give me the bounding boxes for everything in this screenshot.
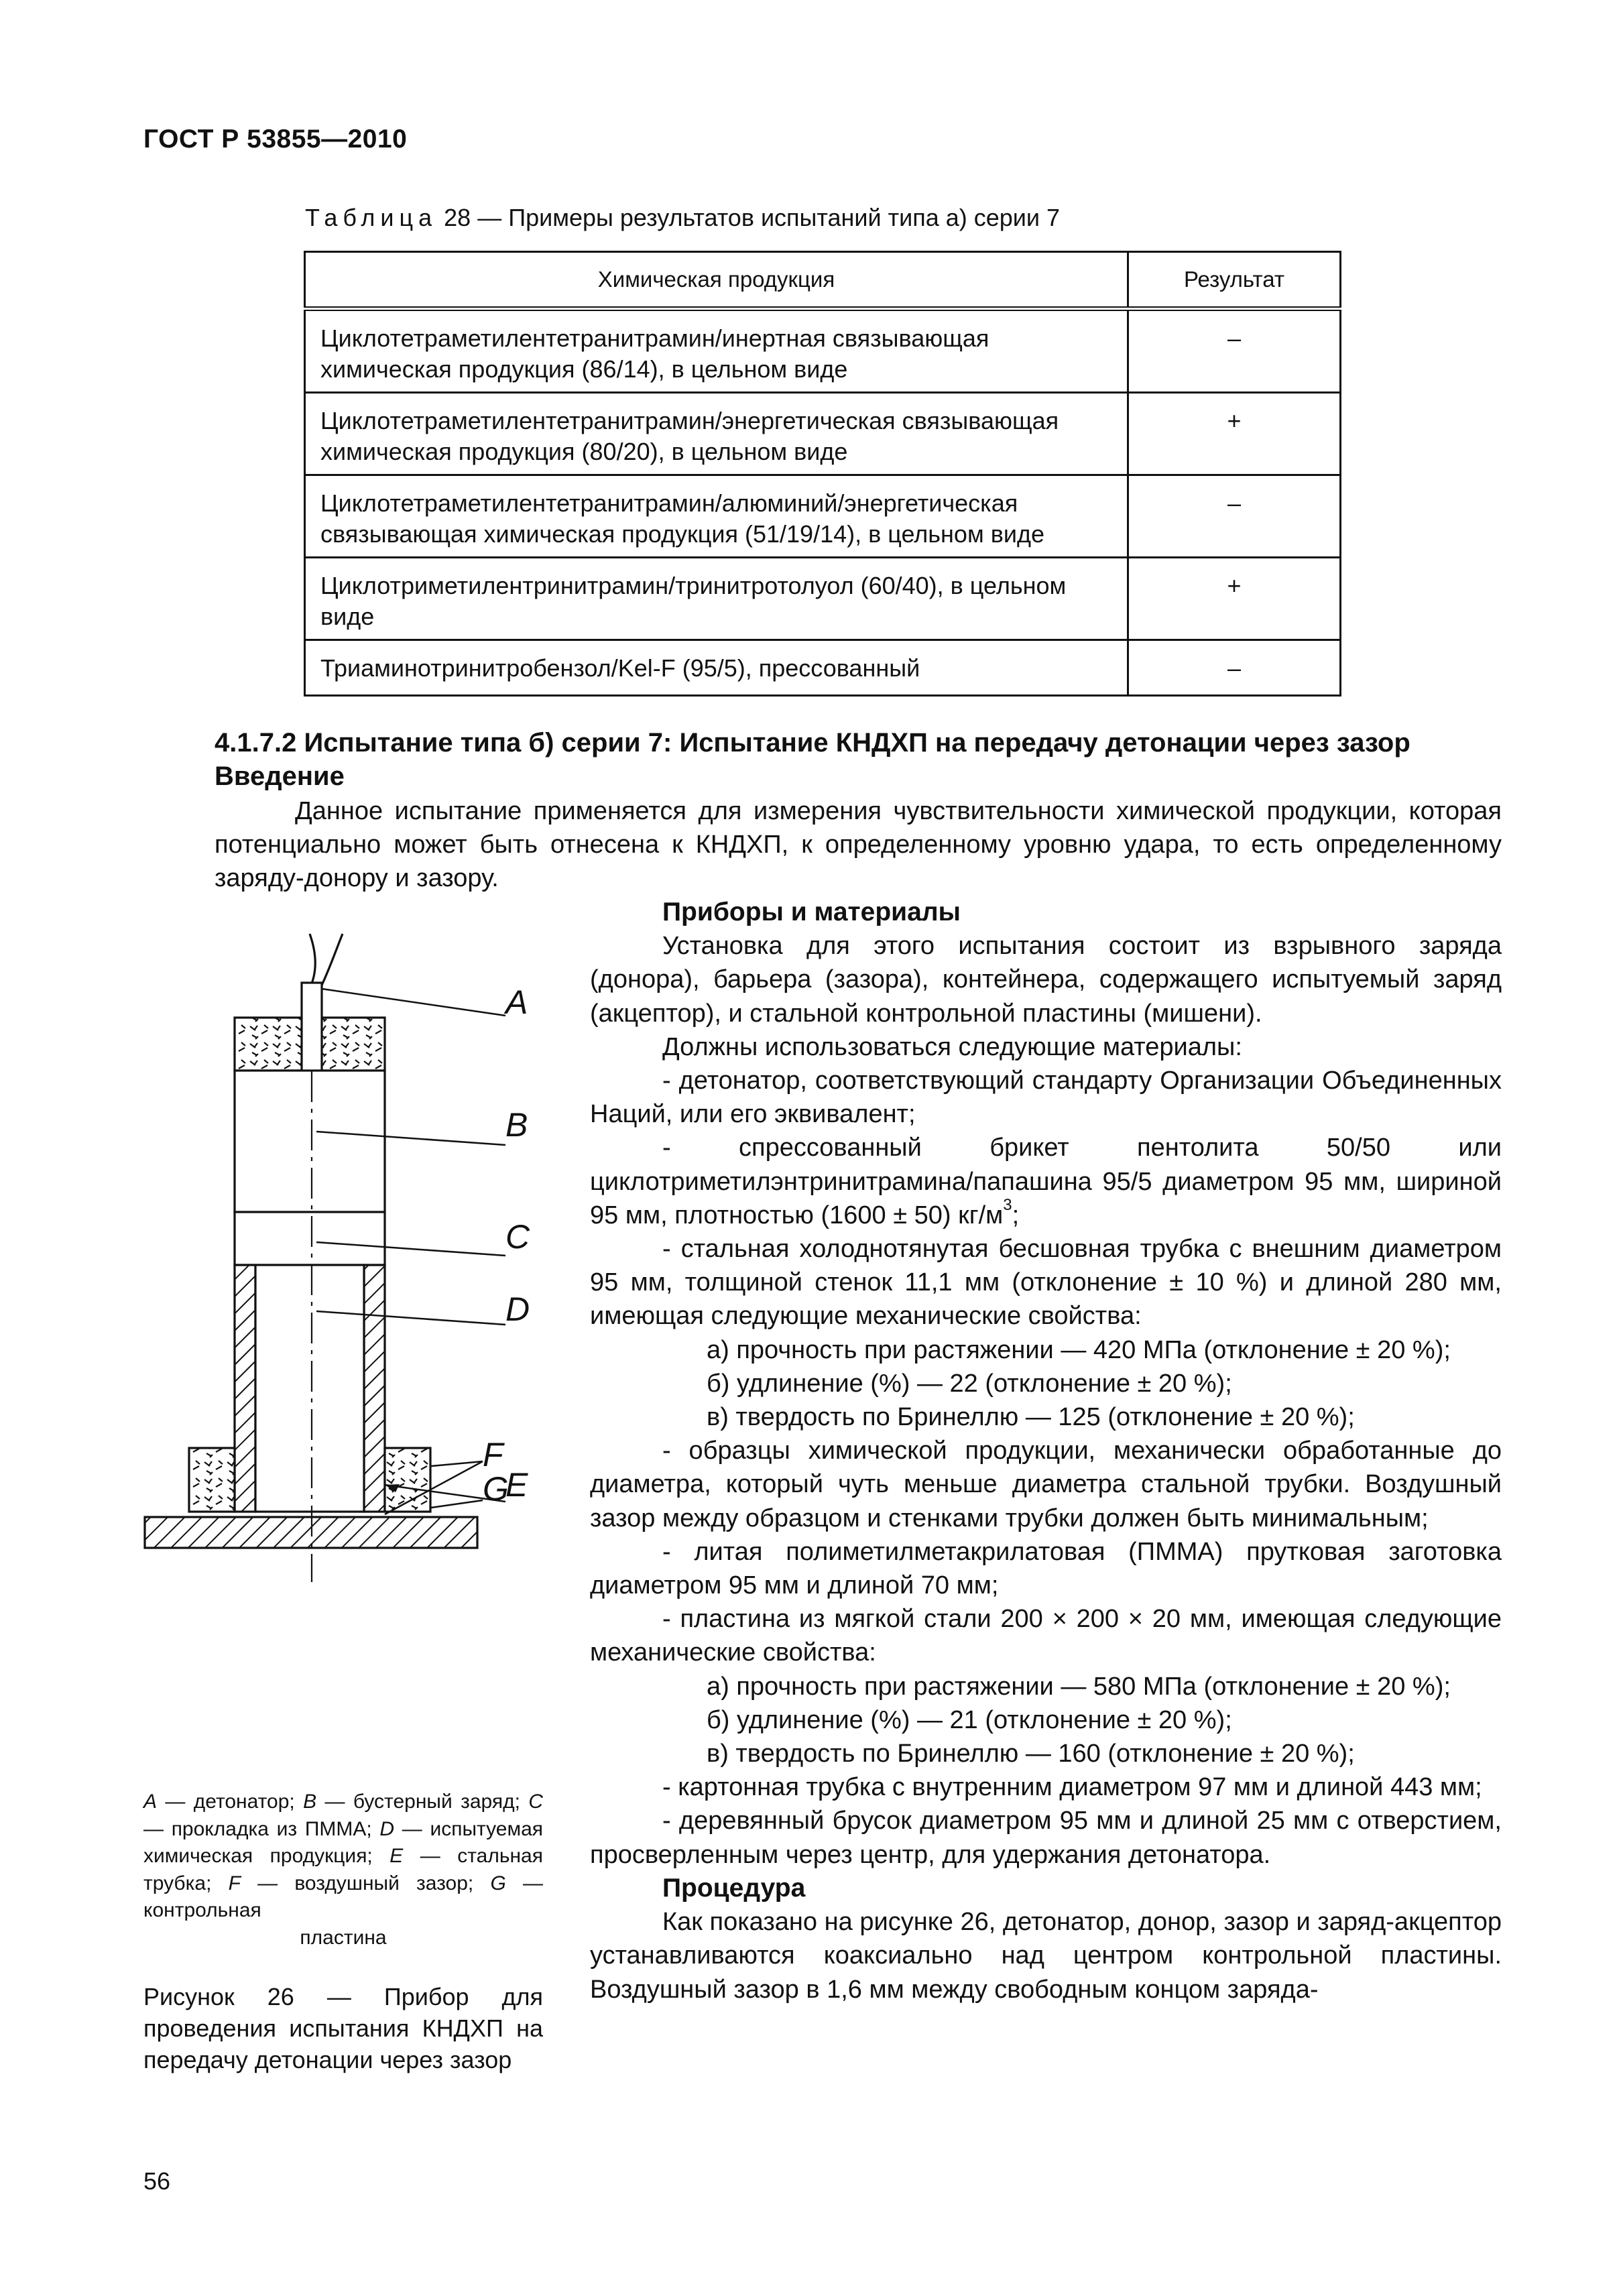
steel-tube-wall xyxy=(364,1265,385,1512)
materials-intro: Должны использоваться следующие материалы: xyxy=(662,1032,1242,1061)
intro-paragraph xyxy=(215,794,1502,896)
support-block xyxy=(189,1448,235,1512)
procedure-text: Как показано на рисунке 26, детонатор, донор, зазор и заряд-акцептор устанавливаются коаксиально над центром контрольной пластины. Воздушный зазор в 1,6 мм между свободным концом заряда- xyxy=(590,1908,1502,2004)
table-row xyxy=(305,558,1341,640)
item-samples: - образцы химической продукции, механически обработанные до диаметра, который чуть меньше диаметра стальной трубки. Воздушный зазор между образцом и стенками трубки должен быть минимальным; xyxy=(590,1437,1502,1532)
cell-result: + xyxy=(1128,558,1341,640)
label-b: B xyxy=(505,1106,528,1144)
legend-key: E xyxy=(389,1845,404,1867)
booster-charge xyxy=(235,1071,385,1212)
table-row xyxy=(305,640,1341,696)
legend-text: — стальная трубка; xyxy=(143,1845,543,1894)
cell-result: + xyxy=(1128,393,1341,475)
cell-result: – xyxy=(1128,475,1341,558)
item-pentolite-text: - спрессованный брикет пентолита 50/50 или циклотриметилэнтринитрамина/папашина 95/5 диаметром 95 мм, шириной 95 мм, плотностью (1600 ± 50) кг/м xyxy=(590,1134,1502,1229)
item-cardboard-tube: - картонная трубка с внутренним диаметром 97 мм и длиной 443 мм; xyxy=(662,1773,1482,1802)
label-a: A xyxy=(505,983,528,1021)
figure-caption: Рисунок 26 — Прибор для проведения испытания КНДХП на передачу детонации через зазор xyxy=(143,1983,543,2073)
item-pentolite-end: ; xyxy=(1012,1201,1020,1229)
legend-key: A xyxy=(143,1791,158,1813)
table-caption-text: 28 — Примеры результатов испытаний типа а) серии 7 xyxy=(437,204,1061,231)
plate-property: а) прочность при растяжении — 580 МПа (отклонение ± 20 %); xyxy=(707,1672,1451,1701)
legend-key: C xyxy=(528,1791,543,1813)
apparatus-column xyxy=(590,896,1502,2006)
item-wooden-block: - деревянный брусок диаметром 95 мм и длиной 25 мм с отверстием, просверленным через центр, для удержания детонатора. xyxy=(590,1807,1502,1869)
label-f: F xyxy=(483,1436,503,1473)
cell-product: Циклотриметилентринитрамин/тринитротолуол (60/40), в цельном виде xyxy=(305,558,1128,640)
item-steel-tube: - стальная холоднотянутая бесшовная трубка с внешним диаметром 95 мм, толщиной стенок 11,1 мм (отклонение ± 10 %) и длиной 280 мм, имеющая следующие механические свойства: xyxy=(590,1235,1502,1331)
plate-property: в) твердость по Бринеллю — 160 (отклонение ± 20 %); xyxy=(707,1740,1355,1768)
intro-text: Данное испытание применяется для измерения чувствительности химической продукции, которая потенциально может быть отнесена к КНДХП, к определенному уровню удара, то есть определенному заряду-донору и зазору. xyxy=(215,797,1502,893)
section-heading xyxy=(215,726,1488,793)
item-detonator: - детонатор, соответствующий стандарту Организации Объединенных Наций, или его эквивалент; xyxy=(590,1067,1502,1129)
legend-text: — воздушный зазор; xyxy=(240,1872,491,1894)
table-caption-prefix: Таблица xyxy=(305,204,438,231)
steel-tube-wall xyxy=(235,1265,255,1512)
tube-property: в) твердость по Бринеллю — 125 (отклонение ± 20 %); xyxy=(707,1403,1355,1432)
item-plate: - пластина из мягкой стали 200 × 200 × 20 мм, имеющая следующие механические свойства: xyxy=(590,1605,1502,1667)
page-number: 56 xyxy=(143,2167,171,2195)
procedure-heading: Процедура xyxy=(662,1873,806,1902)
legend-key: D xyxy=(379,1817,395,1840)
table-row xyxy=(305,393,1341,475)
cell-product: Циклотетраметилентетранитрамин/энергетическая связывающая химическая продукция (80/20), в цельном виде xyxy=(305,393,1128,475)
superscript-3: 3 xyxy=(1003,1195,1012,1214)
legend-text: — детонатор; xyxy=(157,1791,304,1813)
table-header-row xyxy=(305,252,1341,309)
leader-a xyxy=(322,989,505,1016)
section-title: 4.1.7.2 Испытание типа б) серии 7: Испытание КНДХП на передачу детонации через зазор xyxy=(215,728,1410,758)
pmma-spacer xyxy=(235,1212,385,1265)
item-pentolite xyxy=(590,1131,1502,1232)
apparatus-paragraph: Установка для этого испытания состоит из взрывного заряда (донора), барьера (зазора), контейнера, содержащего испытуемый заряд (акцептор), и стальной контрольной пластины (мишени). xyxy=(590,932,1502,1028)
legend-text: — контрольная xyxy=(143,1872,543,1921)
figure-legend xyxy=(143,1789,543,1951)
test-substance xyxy=(255,1265,364,1512)
tube-property: б) удлинение (%) — 22 (отклонение ± 20 %); xyxy=(707,1369,1232,1398)
legend-key: F xyxy=(228,1872,241,1894)
legend-key: B xyxy=(303,1791,317,1813)
legend-key: G xyxy=(490,1872,506,1894)
intro-heading: Введение xyxy=(215,762,345,791)
cell-product: Циклотетраметилентетранитрамин/алюминий/энергетическая связывающая химическая продукция (51/19/14), в цельном виде xyxy=(305,475,1128,558)
plate-property: б) удлинение (%) — 21 (отклонение ± 20 %); xyxy=(707,1705,1232,1734)
cell-product: Циклотетраметилентетранитрамин/инертная связывающая химическая продукция (86/14), в цельном виде xyxy=(305,309,1128,393)
label-g: G xyxy=(483,1470,509,1508)
gap-test-apparatus-figure xyxy=(134,918,577,1763)
table-caption xyxy=(305,204,1060,232)
label-e: E xyxy=(505,1466,528,1504)
results-table xyxy=(304,251,1341,697)
table-row xyxy=(305,475,1341,558)
item-pmma: - литая полиметилметакрилатовая (ПММА) прутковая заготовка диаметром 95 мм и длиной 70 мм; xyxy=(590,1537,1502,1600)
cell-product: Триаминотринитробензол/Kel-F (95/5), прессованный xyxy=(305,640,1128,696)
cell-result: – xyxy=(1128,309,1341,393)
table-row xyxy=(305,309,1341,393)
document-code-header: ГОСТ Р 53855—2010 xyxy=(143,125,408,154)
tube-property: а) прочность при растяжении — 420 МПа (отклонение ± 20 %); xyxy=(707,1335,1451,1364)
column-header-result: Результат xyxy=(1128,252,1341,309)
legend-text: — бустерный заряд; xyxy=(316,1791,529,1813)
column-header-product: Химическая продукция xyxy=(305,252,1128,309)
label-d: D xyxy=(505,1290,530,1328)
cell-result: – xyxy=(1128,640,1341,696)
legend-text: — испытуемая химическая продукция; xyxy=(143,1817,544,1867)
label-c: C xyxy=(505,1218,530,1256)
apparatus-heading: Приборы и материалы xyxy=(662,898,961,926)
legend-text: пластина xyxy=(300,1926,387,1949)
legend-text: — прокладка из ПММА; xyxy=(143,1817,380,1840)
detonator xyxy=(302,983,322,1071)
leader-g xyxy=(431,1500,483,1508)
